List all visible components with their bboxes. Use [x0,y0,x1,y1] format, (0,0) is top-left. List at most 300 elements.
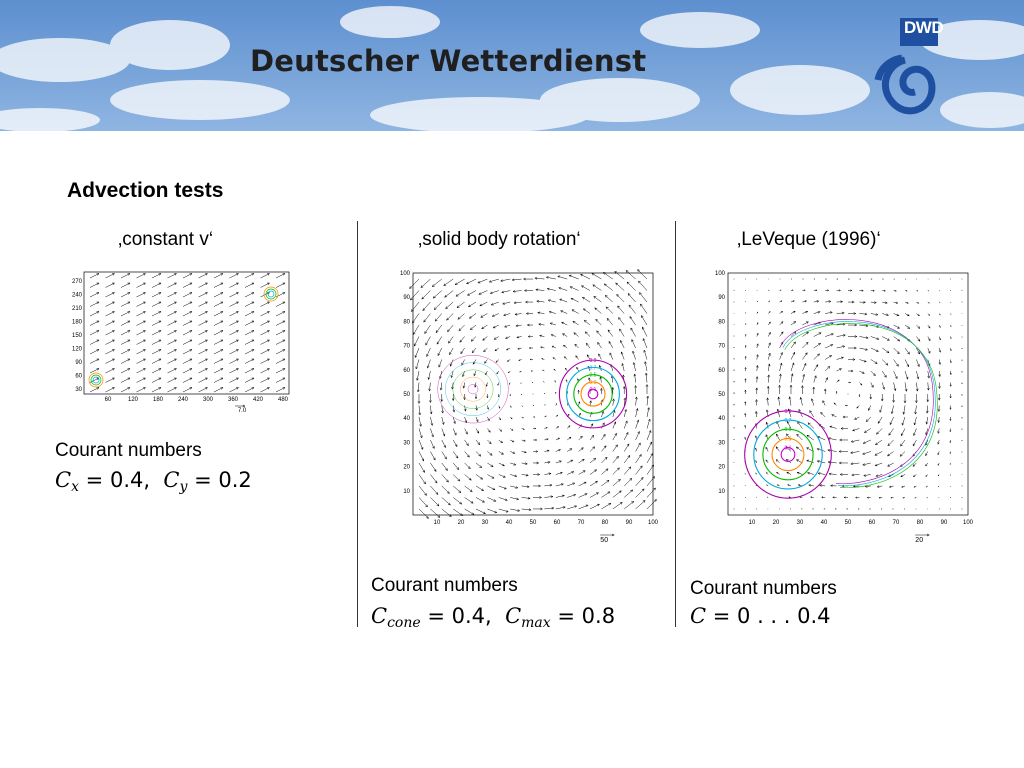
vector-arrow [928,371,930,378]
vector-arrow [840,473,848,475]
vector-arrow [499,497,508,500]
courant-formula-rotation: $C_{cone} = 0.4$, $C_{max} = 0.8$ [371,604,616,631]
vector-arrow [533,496,542,498]
vector-arrow [791,363,794,371]
vector-arrow [507,360,510,362]
vector-arrow [851,463,860,465]
vector-arrow [939,279,940,280]
vector-arrow [230,283,239,288]
vector-arrow [802,301,806,303]
vector-arrow [962,394,963,395]
vector-arrow [552,346,556,348]
vector-arrow [951,325,952,327]
vector-arrow [487,428,490,432]
vector-arrow [962,509,963,510]
vector-arrow [106,283,115,288]
vector-arrow [567,449,572,452]
vector-arrow [567,483,575,486]
vector-arrow [276,312,285,317]
vector-arrow [214,283,223,288]
vector-arrow [824,509,825,510]
contour-label: 0.5 [784,427,792,434]
vector-arrow [418,394,420,404]
vector-arrow [768,322,770,325]
vector-arrow [419,451,424,461]
courant-label-rotation: Courant numbers [371,575,518,596]
vector-arrow [152,331,161,336]
vector-arrow [791,301,794,302]
vector-arrow [468,302,476,307]
vector-arrow [578,402,580,406]
vector-arrow [90,331,99,336]
vector-arrow [419,405,421,415]
vector-arrow [429,383,431,392]
vector-arrow [245,369,254,374]
vector-arrow [848,324,857,326]
vector-arrow [471,337,476,342]
vector-arrow [859,360,866,363]
vector-arrow [950,348,951,351]
vector-arrow [442,486,450,494]
vector-arrow [510,463,516,465]
column-divider [357,221,358,627]
vector-arrow [595,308,602,314]
vector-arrow [555,392,556,394]
vector-arrow [950,440,951,443]
vector-arrow [137,378,146,383]
vector-arrow [938,394,940,400]
vector-arrow [757,301,758,302]
vector-arrow [837,369,842,371]
vector-arrow [152,359,161,364]
vector-arrow [183,359,192,364]
x-tick-label: 100 [962,520,974,526]
vector-arrow [245,359,254,364]
vector-arrow [788,485,791,486]
vector-arrow [573,321,579,325]
vector-arrow [734,381,735,382]
cone-contour [266,289,276,299]
vector-arrow [734,416,735,417]
contour-label: 0.3 [784,436,792,443]
vector-arrow [520,371,522,372]
vector-arrow [465,451,470,457]
vector-arrow [848,382,851,383]
vector-arrow [647,476,655,486]
vector-arrow [276,359,285,364]
vector-arrow [900,451,905,456]
vector-arrow [504,314,511,316]
vector-arrow [836,391,837,394]
vector-arrow [513,290,522,292]
vector-arrow [776,460,779,463]
vector-arrow [563,345,567,348]
vector-arrow [543,370,545,371]
vector-arrow [894,337,900,342]
vector-arrow [276,331,285,336]
cone-contour [772,438,804,470]
vector-arrow [137,302,146,307]
vector-arrow [183,378,192,383]
vector-arrow [579,459,585,463]
vector-arrow [825,366,830,371]
vector-arrow [453,451,458,458]
y-tick-label: 10 [718,488,725,495]
vector-arrow [734,404,735,405]
vector-arrow [867,497,871,498]
vector-arrow [903,405,905,414]
vector-arrow [875,440,882,445]
vector-arrow [623,386,625,394]
x-tick-label: 30 [481,520,489,526]
vector-arrow [453,463,459,470]
vector-arrow [780,322,783,325]
vector-arrow [825,279,826,280]
vector-arrow [475,394,477,399]
vector-arrow [199,369,208,374]
vector-arrow [757,344,759,348]
vector-arrow [168,340,177,345]
vector-arrow [476,428,479,433]
vector-arrow [121,274,130,279]
x-tick-label: 70 [892,520,900,526]
vector-arrow [825,378,827,383]
vector-arrow [537,300,545,302]
vector-arrow [503,302,511,304]
vector-arrow [528,336,533,338]
y-tick-label: 80 [403,319,410,326]
vector-arrow [556,404,557,406]
vector-arrow [592,273,602,279]
vector-arrow [487,474,494,478]
vector-arrow [863,440,871,444]
vector-arrow [601,411,603,417]
vector-arrow [579,494,588,498]
vector-arrow [814,333,821,337]
vector-arrow [576,356,579,360]
vector-arrow [590,435,594,440]
vector-arrow [214,340,223,345]
vector-arrow [121,388,130,393]
vector-arrow [601,446,606,452]
vector-arrow [455,279,465,285]
vector-arrow [276,340,285,345]
vector-arrow [419,497,428,507]
vector-arrow [586,343,590,348]
vector-arrow [137,331,146,336]
vector-arrow [848,312,856,314]
vector-arrow [859,301,865,303]
vector-arrow [106,321,115,326]
vector-arrow [121,340,130,345]
vector-arrow [430,463,436,472]
reference-arrow-label: 20 [915,537,924,544]
vector-arrow [607,318,613,325]
vector-arrow [487,486,495,490]
vector-arrow [606,307,613,314]
vector-arrow [465,474,472,480]
vector-arrow [926,486,928,487]
vector-arrow [734,279,735,280]
x-tick-label: 80 [916,520,924,526]
vector-arrow [483,337,488,341]
vector-arrow [833,497,837,499]
vector-arrow [106,293,115,298]
vector-arrow [430,509,440,518]
vector-arrow [419,417,422,427]
vector-arrow [879,497,882,498]
vector-arrow [894,371,898,379]
vector-arrow [423,302,431,311]
vector-arrow [882,302,887,304]
vector-arrow [824,389,826,394]
vector-arrow [863,451,871,454]
vector-arrow [544,405,545,406]
vector-arrow [780,301,782,302]
contour-label: 0.3 [589,379,597,386]
vector-arrow [556,506,566,509]
vector-arrow [837,301,843,303]
vector-arrow [571,298,579,302]
vector-arrow [745,356,746,359]
vector-arrow [755,399,757,405]
vector-arrow [926,463,928,466]
column-divider [675,221,676,627]
vector-arrow [848,347,856,349]
vector-arrow [789,397,791,406]
vector-arrow [183,340,192,345]
vector-arrow [939,314,940,316]
swirl-contour [783,321,936,485]
vector-arrow [894,302,898,304]
vector-arrow [499,405,500,408]
vector-arrow [797,472,802,474]
vector-arrow [901,428,905,435]
vector-arrow [168,350,177,355]
vector-arrow [832,415,837,417]
vector-arrow [915,497,917,498]
vector-arrow [620,340,624,348]
vector-arrow [554,369,556,371]
vector-arrow [950,405,952,409]
vector-arrow [560,299,568,302]
vector-arrow [474,371,476,376]
vector-arrow [579,505,589,509]
vector-arrow [183,369,192,374]
vector-arrow [894,314,899,316]
vector-arrow [848,290,852,292]
vector-arrow [881,394,883,401]
vector-arrow [276,378,285,383]
y-tick-label: 100 [399,271,410,277]
vector-arrow [183,312,192,317]
vector-arrow [449,348,453,355]
vector-arrow [882,337,889,341]
cone-contour [91,375,101,385]
vector-arrow [565,368,567,371]
vector-arrow [634,374,636,383]
vector-arrow [745,497,746,498]
vector-arrow [734,497,735,498]
vector-arrow [636,408,638,417]
vector-arrow [787,472,791,474]
vector-arrow [915,394,917,403]
vector-arrow [636,431,640,440]
vector-arrow [745,437,746,440]
vector-arrow [261,321,270,326]
vector-arrow [106,369,115,374]
vector-arrow [556,484,564,486]
vector-arrow [121,302,130,307]
vector-arrow [859,313,867,315]
vector-field [90,274,285,393]
vector-arrow [950,451,951,453]
vector-arrow [608,330,613,337]
vector-arrow [583,309,590,314]
vector-arrow [434,302,442,310]
vector-arrow [780,352,783,359]
vector-arrow [624,467,631,475]
vector-arrow [766,460,768,463]
vector-arrow [579,482,587,486]
vector-arrow [777,421,780,428]
vector-arrow [542,358,545,359]
vector-arrow [590,458,596,463]
vector-arrow [766,447,768,451]
y-tick-label: 60 [403,367,410,374]
vector-arrow [894,360,899,367]
vector-arrow [524,289,533,291]
y-tick-label: 20 [718,464,725,471]
vector-arrow [777,472,780,474]
vector-arrow [856,497,860,499]
vector-arrow [508,371,510,373]
vector-arrow [168,331,177,336]
vector-arrow [902,417,905,425]
vector-arrow [529,347,533,349]
vector-arrow [533,417,535,418]
contour-label: 0.1 [784,445,792,452]
vector-arrow [901,474,905,476]
vector-arrow [835,509,836,510]
vector-arrow [276,302,285,307]
vector-arrow [768,332,770,336]
vector-arrow [152,293,161,298]
vector-arrow [456,291,465,297]
vector-arrow [533,508,543,510]
vector-arrow [914,417,917,425]
vector-arrow [813,387,815,394]
vector-arrow [510,428,513,430]
vector-arrow [755,411,757,417]
vector-arrow [442,440,446,448]
x-tick-label: 50 [529,520,537,526]
vector-arrow [877,486,882,488]
vector-arrow [876,428,882,434]
column-title-rotation: ‚solid body rotation‘ [418,229,581,250]
vector-arrow [939,302,940,303]
vector-arrow [593,285,602,291]
vector-arrow [618,306,625,314]
vector-arrow [871,301,877,303]
vector-arrow [888,474,893,476]
vector-arrow [962,279,963,280]
vector-arrow [882,383,885,390]
y-tick-label: 40 [403,416,410,423]
vector-arrow [276,283,285,288]
vector-arrow [544,427,547,428]
y-tick-label: 30 [75,387,82,393]
vector-arrow [489,279,499,282]
vector-arrow [510,474,517,476]
vector-arrow [745,334,746,336]
vector-arrow [553,358,556,360]
vector-arrow [152,312,161,317]
vector-arrow [533,439,537,441]
vector-arrow [90,283,99,288]
x-tick-label: 120 [127,397,139,403]
vector-arrow [106,302,115,307]
vector-arrow [510,440,514,442]
vector-arrow [556,461,562,463]
vector-arrow [837,357,844,360]
vector-arrow [183,283,192,288]
vector-arrow [950,290,951,291]
vector-arrow [871,279,872,280]
vector-arrow [414,337,419,347]
vector-arrow [647,396,649,406]
vector-arrow [768,312,770,314]
vector-arrow [572,310,579,314]
vector-arrow [183,388,192,393]
x-tick-label: 70 [577,520,585,526]
vector-arrow [261,283,270,288]
vector-arrow [610,353,613,360]
vector-arrow [442,428,445,436]
vector-arrow [199,388,208,393]
vector-arrow [801,386,803,394]
vector-arrow [230,340,239,345]
vector-arrow [276,321,285,326]
vector-arrow [168,312,177,317]
vector-arrow [230,293,239,298]
vector-arrow [199,321,208,326]
vector-arrow [962,405,963,406]
vector-arrow [137,274,146,279]
vector-arrow [519,360,522,361]
vector-arrow [837,346,845,348]
vector-arrow [768,301,770,302]
vector-arrow [476,405,478,410]
vector-arrow [430,451,435,460]
initial-cone-contour [460,377,485,401]
y-tick-label: 120 [71,346,82,353]
vector-arrow [538,312,545,314]
vector-arrow [905,383,907,392]
vector-arrow [825,312,832,314]
vector-arrow [916,314,919,316]
vector-arrow [870,394,872,399]
vector-arrow [636,443,641,452]
vector-arrow [590,481,598,486]
vector-arrow [214,302,223,307]
vector-arrow [859,290,863,292]
vector-arrow [510,405,511,407]
vector-arrow [950,383,952,387]
vector-arrow [567,437,571,440]
vector-arrow [559,287,568,290]
vector-arrow [168,378,177,383]
